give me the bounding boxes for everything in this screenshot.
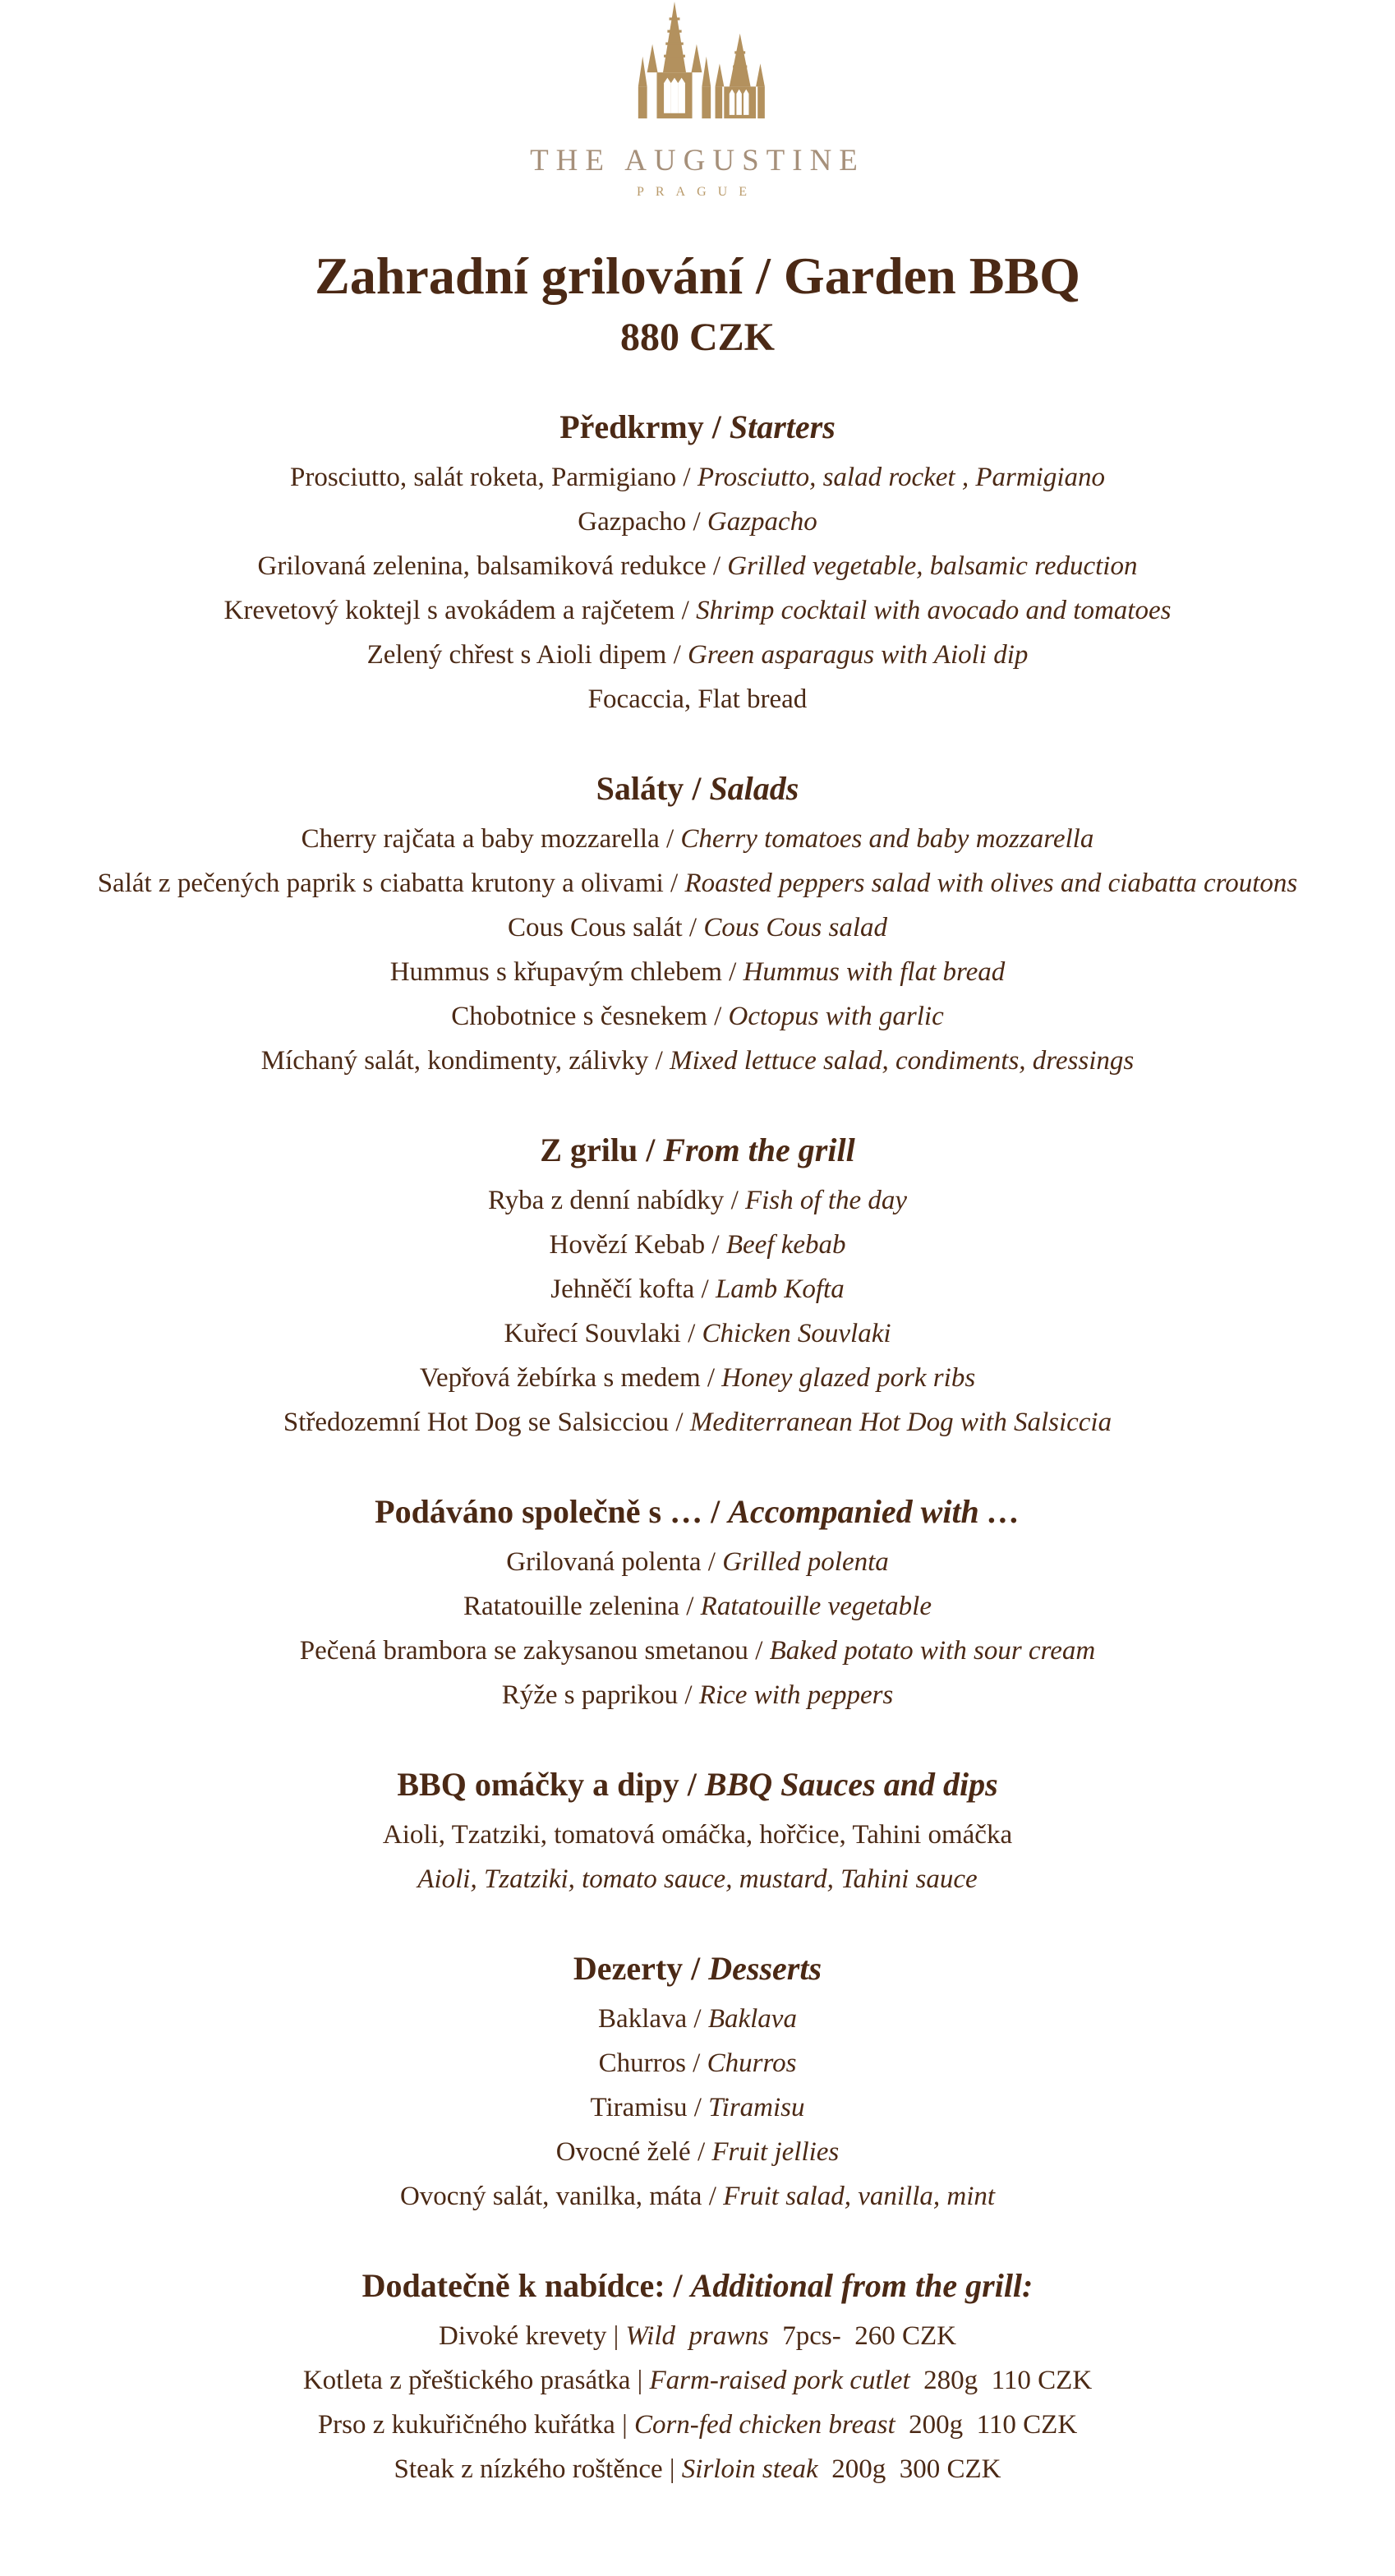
item-czech: Baklava [598,2004,688,2035]
section-header-english: Additional from the grill: [690,2267,1034,2305]
item-english: Mixed lettuce salad, condiments, dressings [670,1046,1135,1076]
menu-item: Baklava / Baklava [598,2004,797,2035]
menu-item: Ovocný salát, vanilka, máta / Fruit salad, vanilla, mint [399,2182,996,2212]
menu-item: Tiramisu / Tiramisu [590,2093,805,2123]
item-english: Chicken Souvlaki [702,1319,891,1349]
item-czech: Prosciutto, salát roketa, Parmigiano [289,463,677,493]
menu-item: Grilovaná polenta / Grilled polenta [506,1547,889,1578]
item-czech: Focaccia, Flat bread [587,684,808,715]
menu-item: Ovocné želé / Fruit jellies [555,2137,840,2168]
item-english: Fruit salad, vanilla, mint [723,2182,996,2212]
item-english: Roasted peppers salad with olives and ciabatta croutons [684,869,1298,899]
menu-item: Grilovaná zelenina, balsamiková redukce / Grilled vegetable, balsamic reduction [257,551,1138,582]
menu-item: Krevetový koktejl s avokádem a rajčetem / Shrimp cocktail with avocado and tomatoes [223,596,1172,626]
menu-item: Gazpacho / Gazpacho [578,507,817,537]
section-header: Saláty / Salads [596,770,799,808]
hotel-city: PRAGUE [636,185,758,199]
item-english: Rice with peppers [698,1680,894,1711]
menu-item: Cherry rajčata a baby mozzarella / Cherry tomatoes and baby mozzarella [301,824,1094,855]
item-czech: Cous Cous salát [507,913,683,943]
section-header-english: Accompanied with … [728,1493,1020,1531]
menu-item: Ryba z denní nabídky / Fish of the day [487,1186,908,1216]
menu-item: Salát z pečených paprik s ciabatta krutony a olivami / Roasted peppers salad with olives and ciabatta croutons [97,869,1298,899]
hotel-name: THE AUGUSTINE [530,144,865,177]
menu-item: Prosciutto, salát roketa, Parmigiano / Prosciutto, salad rocket , Parmigiano [289,463,1105,493]
section-header-czech: Dodatečně k nabídce: [361,2267,665,2305]
item-czech: Zelený chřest s Aioli dipem [366,640,667,670]
item-english: Shrimp cocktail with avocado and tomatoes [696,596,1172,626]
menu-item: Středozemní Hot Dog se Salsicciou / Mediterranean Hot Dog with Salsiccia [283,1408,1112,1438]
item-czech: Steak z nízkého roštěnce [394,2454,670,2485]
section-header-english: Starters [729,408,836,446]
item-english: Farm-raised pork cutlet [649,2366,910,2396]
item-english: Prosciutto, salad rocket , Parmigiano [697,463,1105,493]
section-header: Z grilu / From the grill [540,1131,855,1169]
item-english: Corn-fed chicken breast [633,2410,895,2440]
menu-item: Divoké krevety | Wild prawns 7pcs- 260 CZK [439,2321,956,2352]
item-english: Cherry tomatoes and baby mozzarella [680,824,1094,855]
item-czech: Salát z pečených paprik s ciabatta krutony a olivami [97,869,664,899]
item-czech: Ratatouille zelenina [463,1592,679,1622]
section-header-czech: Podáváno společně s … [375,1493,703,1531]
menu-item: Ratatouille zelenina / Ratatouille vegetable [463,1592,932,1622]
menu-item: Zelený chřest s Aioli dipem / Green asparagus with Aioli dip [366,640,1029,670]
item-english: Baked potato with sour cream [769,1636,1096,1666]
item-czech: Grilovaná polenta [506,1547,702,1578]
menu-item: Jehněčí kofta / Lamb Kofta [550,1274,845,1305]
menu-item: Prso z kukuřičného kuřátka | Corn-fed chicken breast 200g 110 CZK [317,2410,1078,2440]
item-english: Grilled polenta [722,1547,889,1578]
item-czech: Cherry rajčata a baby mozzarella [301,824,660,855]
item-czech: Churros [598,2048,693,2079]
menu-section [0,769,1395,1083]
item-czech: Rýže s paprikou [501,1680,679,1711]
section-header-czech: Předkrmy [559,408,704,446]
menu-section [0,1131,1395,1445]
item-english: Sirloin steak [681,2454,818,2485]
item-english: Beef kebab [725,1230,846,1260]
item-czech: Kuřecí Souvlaki [504,1319,681,1349]
menu-item: Pečená brambora se zakysanou smetanou / Baked potato with sour cream [299,1636,1096,1666]
item-czech: Hovězí Kebab [549,1230,706,1260]
menu-item [0,1857,1395,1901]
cathedral-spires-icon [0,2,1395,140]
menu-item: Hovězí Kebab / Beef kebab [549,1230,846,1260]
item-czech: Chobotnice s česnekem [451,1002,707,1032]
item-czech: Středozemní Hot Dog se Salsicciou [283,1408,670,1438]
section-header: Dodatečně k nabídce: / Additional from the grill: [361,2267,1034,2305]
item-czech: Kotleta z přeštického prasátka [302,2366,631,2396]
item-english: Ratatouille vegetable [700,1592,932,1622]
item-english: Fish of the day [744,1186,908,1216]
menu-price: 880 CZK [619,316,775,360]
item-czech: Prso z kukuřičného kuřátka [317,2410,615,2440]
hotel-logo [0,0,1395,200]
item-czech: Aioli, Tzatziki, tomatová omáčka, hořčice, Tahini omáčka [382,1820,1013,1850]
section-header-czech: BBQ omáčky a dipy [397,1766,679,1804]
item-english: Baklava [707,2004,797,2035]
item-english: Churros [707,2048,797,2079]
menu-sections [0,408,1395,2491]
item-portion-price: 280g 110 CZK [909,2366,1093,2396]
section-header-czech: Saláty [596,770,684,808]
menu-item: Vepřová žebírka s medem / Honey glazed pork ribs [419,1363,976,1394]
item-czech: Ryba z denní nabídky [487,1186,725,1216]
menu-section [0,1765,1395,1901]
section-header-english: Desserts [708,1950,822,1988]
item-czech: Gazpacho [578,507,687,537]
section-header-english: From the grill [663,1131,855,1169]
item-czech: Pečená brambora se zakysanou smetanou [299,1636,748,1666]
menu-item: Míchaný salát, kondimenty, zálivky / Mixed lettuce salad, condiments, dressings [260,1046,1135,1076]
section-header-english: Salads [709,770,799,808]
item-portion-price: 200g 300 CZK [817,2454,1001,2485]
section-header-czech: Z grilu [540,1131,638,1169]
item-english: Honey glazed pork ribs [721,1363,976,1394]
item-czech: Ovocné želé [555,2137,691,2168]
menu-section [0,1949,1395,2219]
item-english: Octopus with garlic [728,1002,944,1032]
menu-section [0,2266,1395,2491]
item-english: Lamb Kofta [715,1274,845,1305]
menu-item: Chobotnice s česnekem / Octopus with garlic [451,1002,944,1032]
section-header: BBQ omáčky a dipy / BBQ Sauces and dips [397,1766,998,1804]
menu-section [0,1492,1395,1717]
section-header: Dezerty / Desserts [573,1950,822,1988]
item-english: Wild prawns [625,2321,769,2352]
item-czech: Vepřová žebírka s medem [419,1363,701,1394]
menu-title: Zahradní grilování / Garden BBQ [315,247,1080,305]
item-czech: Divoké krevety [439,2321,607,2352]
item-czech: Hummus s křupavým chlebem [389,957,722,988]
menu-item [0,1813,1395,1857]
section-header: Podáváno společně s … / Accompanied with … [375,1493,1020,1531]
item-english: Hummus with flat bread [743,957,1006,988]
item-english: Grilled vegetable, balsamic reduction [727,551,1138,582]
item-english: Fruit jellies [711,2137,840,2168]
section-header: Předkrmy / Starters [559,408,836,446]
menu-item [0,677,1395,721]
menu-item: Churros / Churros [598,2048,797,2079]
item-portion-price: 200g 110 CZK [895,2410,1078,2440]
item-english: Tiramisu [708,2093,805,2123]
item-english: Mediterranean Hot Dog with Salsiccia [689,1408,1112,1438]
menu-item: Kotleta z přeštického prasátka | Farm-raised pork cutlet 280g 110 CZK [302,2366,1093,2396]
item-czech: Tiramisu [590,2093,688,2123]
menu-item: Steak z nízkého roštěnce | Sirloin steak 200g 300 CZK [394,2454,1001,2485]
section-header-czech: Dezerty [573,1950,684,1988]
menu-item: Hummus s křupavým chlebem / Hummus with flat bread [389,957,1006,988]
item-english: Gazpacho [707,507,817,537]
item-czech: Jehněčí kofta [550,1274,695,1305]
section-header-english: BBQ Sauces and dips [704,1766,998,1804]
menu-item: Rýže s paprikou / Rice with peppers [501,1680,894,1711]
item-english: Aioli, Tzatziki, tomato sauce, mustard, Tahini sauce [417,1864,978,1895]
item-english: Cous Cous salad [703,913,888,943]
item-english: Green asparagus with Aioli dip [688,640,1029,670]
menu-section [0,408,1395,721]
menu-item: Cous Cous salát / Cous Cous salad [507,913,888,943]
menu-item: Kuřecí Souvlaki / Chicken Souvlaki [504,1319,891,1349]
item-czech: Ovocný salát, vanilka, máta [399,2182,702,2212]
item-czech: Krevetový koktejl s avokádem a rajčetem [223,596,675,626]
item-czech: Grilovaná zelenina, balsamiková redukce [257,551,707,582]
item-czech: Míchaný salát, kondimenty, zálivky [260,1046,649,1076]
item-portion-price: 7pcs- 260 CZK [768,2321,956,2352]
